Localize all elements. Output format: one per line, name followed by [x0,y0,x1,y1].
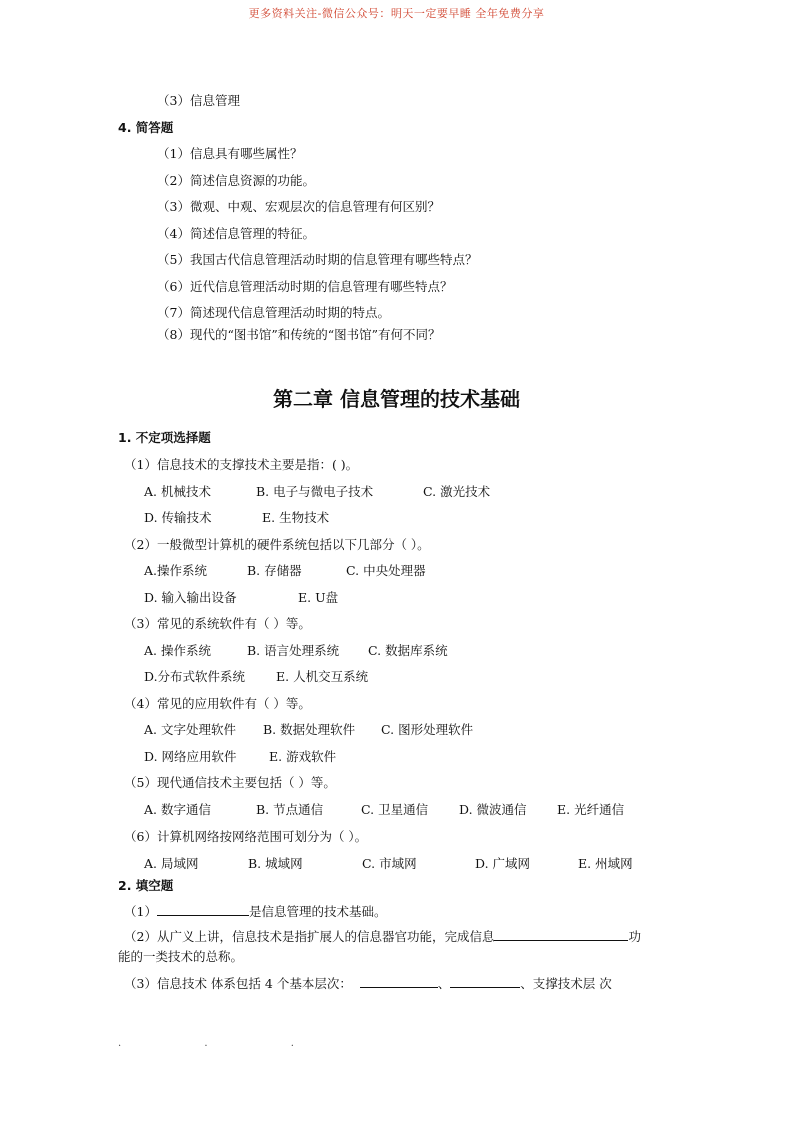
question-item: （6）近代信息管理活动时期的信息管理有哪些特点？ [157,279,453,294]
answer-blank [450,975,520,988]
fill-item-2 [124,928,641,945]
answer-blank [494,928,628,941]
option: A. 局域网 [144,856,199,871]
question-stem: （3）常见的系统软件有（ ）等。 [124,616,311,631]
question-item: （5）我国古代信息管理活动时期的信息管理有哪些特点？ [157,252,478,267]
section-heading: 2. 填空题 [118,878,174,893]
chapter-title: 第二章 信息管理的技术基础 [273,387,520,411]
option: A.操作系统 [144,563,208,578]
option: B. 存储器 [247,563,302,578]
option: C. 数据库系统 [368,643,448,658]
fill-item-3 [124,975,612,992]
option: D. 网络应用软件 [144,749,237,764]
option: B. 电子与微电子技术 [256,484,374,499]
option: B. 节点通信 [256,802,324,817]
option: B. 语言处理系统 [247,643,340,658]
option: D. 微波通信 [459,802,527,817]
option: E. U盘 [298,590,339,605]
option: C. 图形处理软件 [381,722,474,737]
option: E. 州域网 [578,856,633,871]
question-stem: （1）信息技术的支撑技术主要是指：( )。 [124,457,359,472]
question-stem: （2）一般微型计算机的硬件系统包括以下几部分（ ）。 [124,537,430,552]
fill-separator: 、 [437,976,451,991]
option: E. 人机交互系统 [276,669,369,684]
option: E. 游戏软件 [269,749,337,764]
option: C. 卫星通信 [361,802,429,817]
option: D. 传输技术 [144,510,212,525]
question-stem: （5）现代通信技术主要包括（ ）等。 [124,775,336,790]
option: B. 城域网 [248,856,303,871]
question-item: （1）信息具有哪些属性？ [157,146,303,161]
option: A. 操作系统 [144,643,211,658]
fill-prefix: （1） [124,904,157,919]
fill-suffix: 是信息管理的技术基础。 [248,904,387,919]
question-item: （3）微观、中观、宏观层次的信息管理有何区别？ [157,199,440,214]
fill-prefix: （2）从广义上讲，信息技术是指扩展人的信息器官功能，完成信息 [124,929,495,944]
fill-continuation: 能的一类技术的总称。 [118,949,244,964]
option: A. 机械技术 [144,484,211,499]
option: E. 光纤通信 [557,802,625,817]
option: D. 输入输出设备 [144,590,237,605]
option: A. 数字通信 [144,802,211,817]
fill-prefix: （3）信息技术 体系包括 4 个基本层次： [124,976,352,991]
list-item: （3）信息管理 [157,93,240,108]
option: A. 文字处理软件 [144,722,236,737]
option: C. 市域网 [362,856,417,871]
fill-suffix: 功 [628,929,641,944]
fill-item-1 [124,903,386,920]
promo-banner: 更多资料关注-微信公众号：明天一定要早睡 全年免费分享 [248,7,545,20]
option: C. 激光技术 [423,484,491,499]
question-stem: （6）计算机网络按网络范围可划分为（ ）。 [124,829,368,844]
question-stem: （4）常见的应用软件有（ ）等。 [124,696,311,711]
option: D.分布式软件系统 [144,669,246,684]
option: E. 生物技术 [262,510,330,525]
section-heading: 1. 不定项选择题 [118,430,211,445]
option: C. 中央处理器 [346,563,426,578]
question-item: （4）简述信息管理的特征。 [157,226,315,241]
answer-blank [157,903,249,916]
question-item: （8）现代的“图书馆”和传统的“图书馆”有何不同？ [157,327,441,342]
question-item: （2）简述信息资源的功能。 [157,173,315,188]
fill-suffix: 、支撑技术层 次 [520,976,612,991]
footer-dots: . . . [118,1038,334,1049]
answer-blank [360,975,438,988]
question-item: （7）简述现代信息管理活动时期的特点。 [157,305,390,320]
option: B. 数据处理软件 [263,722,356,737]
option: D. 广域网 [475,856,531,871]
section-heading: 4. 简答题 [118,120,174,135]
